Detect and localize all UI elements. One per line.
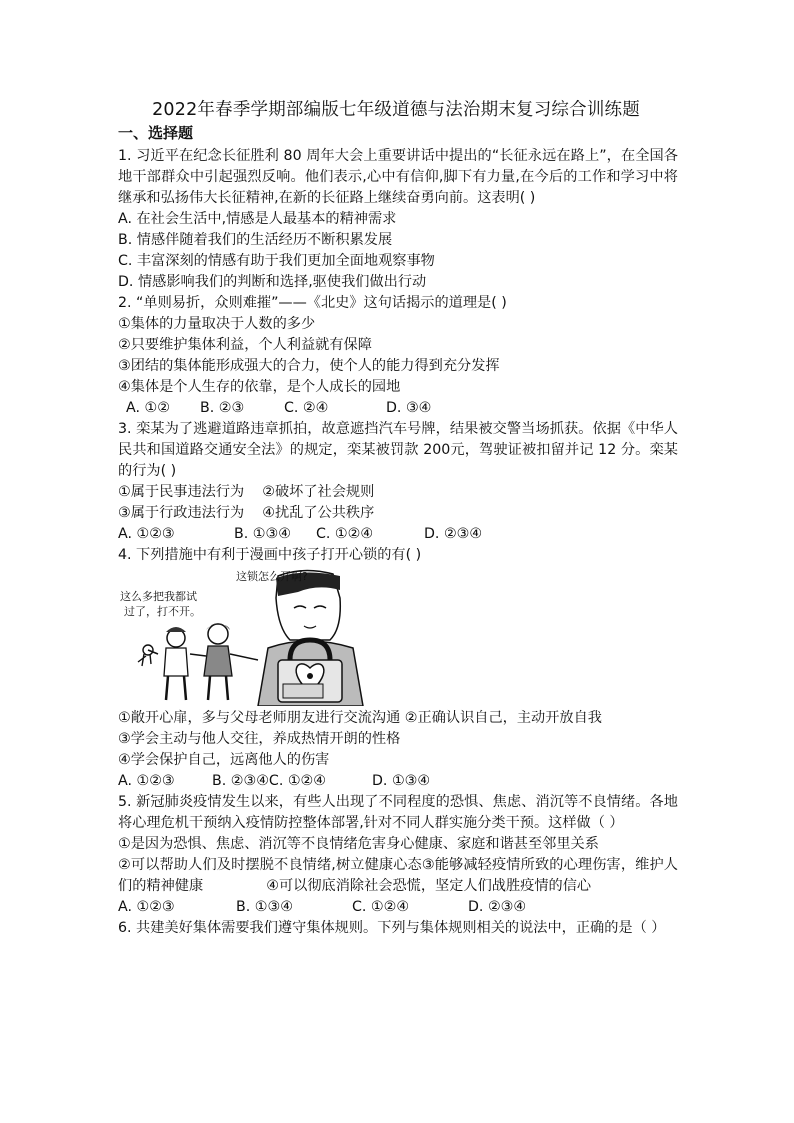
- question-5-choices: [118, 897, 678, 918]
- choice-b: B. ①③④: [234, 526, 291, 542]
- cartoon-caption-child-line-2: 过了，打不开。: [124, 605, 201, 618]
- question-2-item-4: ④集体是个人生存的依靠，是个人成长的园地: [118, 379, 401, 395]
- question-4-item-3: ③学会主动与他人交往，养成热情开朗的性格: [118, 731, 401, 747]
- choice-a: A. ①②③: [118, 526, 175, 542]
- cartoon-caption-adult: 这锁怎么开啊?: [236, 570, 308, 583]
- document-title: 2022年春季学期部编版七年级道德与法治期末复习综合训练题: [152, 100, 640, 120]
- document-page: [118, 96, 678, 939]
- choice-c: C. ①②④: [352, 899, 410, 915]
- question-2-item-1: ①集体的力量取决于人数的多少: [118, 316, 316, 332]
- question-6-stem: 6. 共建美好集体需要我们遵守集体规则。下列与集体规则相关的说法中，正确的是（ ）: [118, 920, 666, 936]
- question-1-option-b: B. 情感伴随着我们的生活经历不断积累发展: [118, 232, 393, 248]
- cartoon-caption-child-line-1: 这么多把我都试: [120, 590, 197, 603]
- question-4-stem: 4. 下列措施中有利于漫画中孩子打开心锁的有( ): [118, 547, 422, 563]
- choice-a: A. ①②③: [118, 899, 175, 915]
- choice-d: D. ③④: [386, 400, 432, 416]
- question-1-option-c: C. 丰富深刻的情感有助于我们更加全面地观察事物: [118, 253, 435, 269]
- question-5-item-1: ①是因为恐惧、焦虑、消沉等不良情绪危害身心健康、家庭和谐甚至邻里关系: [118, 836, 599, 852]
- choice-a: A. ①②③: [118, 773, 175, 789]
- question-3-items-row-1: ①属于民事违法行为 ②破坏了社会规则: [118, 484, 375, 500]
- choice-b: B. ①③④: [236, 899, 293, 915]
- question-4-item-1-2: ①敞开心扉，多与父母老师朋友进行交流沟通 ②正确认识自己，主动开放自我: [118, 710, 602, 726]
- question-3-items-row-2: ③属于行政违法行为 ④扰乱了公共秩序: [118, 505, 375, 521]
- question-4-item-4: ④学会保护自己，远离他人的伤害: [118, 752, 330, 768]
- question-1-option-d: D. 情感影响我们的判断和选择,驱使我们做出行动: [118, 274, 427, 290]
- choice-d: D. ②③④: [468, 899, 527, 915]
- question-2-choices: [118, 398, 678, 419]
- choice-a: A. ①②: [126, 400, 170, 416]
- question-4-choices: [118, 771, 678, 792]
- choice-b: B. ②③: [200, 400, 245, 416]
- choice-b-c: B. ②③④C. ①②④: [212, 773, 326, 789]
- question-1-stem: 1. 习近平在纪念长征胜利 80 周年大会上重要讲话中提出的“长征永远在路上”，在全国各地干部群众中引起强烈反响。他们表示,心中有信仰,脚下有力量,在今后的工作和学习中将继承和弘扬伟大长征精神,在新的长征路上继续奋勇向前。这表明( ): [118, 148, 678, 206]
- choice-c: C. ②④: [284, 400, 329, 416]
- question-3-choices: [118, 524, 678, 545]
- question-2-stem: 2. “单则易折，众则难摧”——《北史》这句话揭示的道理是( ): [118, 295, 507, 311]
- choice-d: D. ①③④: [372, 773, 431, 789]
- question-2-item-3: ③团结的集体能形成强大的合力，使个人的能力得到充分发挥: [118, 358, 500, 374]
- question-5-stem: 5. 新冠肺炎疫情发生以来，有些人出现了不同程度的恐惧、焦虑、消沉等不良情绪。各地将心理危机干预纳入疫情防控整体部署,针对不同人群实施分类干预。这样做（ ）: [118, 794, 678, 831]
- cartoon-illustration: [118, 568, 378, 706]
- question-3-stem: 3. 栾某为了逃避道路违章抓拍，故意遮挡汽车号牌，结果被交警当场抓获。依据《中华人民共和国道路交通安全法》的规定，栾某被罚款 200元，驾驶证被扣留并记 12 分。栾某的行为( ): [118, 421, 678, 479]
- question-5-item-2-3-4: ②可以帮助人们及时摆脱不良情绪,树立健康心态③能够减轻疫情所致的心理伤害，维护人们的精神健康 ④可以彻底消除社会恐慌，坚定人们战胜疫情的信心: [118, 857, 678, 894]
- choice-c: C. ①②④: [316, 526, 374, 542]
- question-1-option-a: A. 在社会生活中,情感是人最基本的精神需求: [118, 211, 397, 227]
- cartoon-drawing: [118, 568, 378, 706]
- question-2-item-2: ②只要维护集体利益，个人利益就有保障: [118, 337, 372, 353]
- section-heading: 一、选择题: [118, 124, 194, 142]
- choice-d: D. ②③④: [424, 526, 483, 542]
